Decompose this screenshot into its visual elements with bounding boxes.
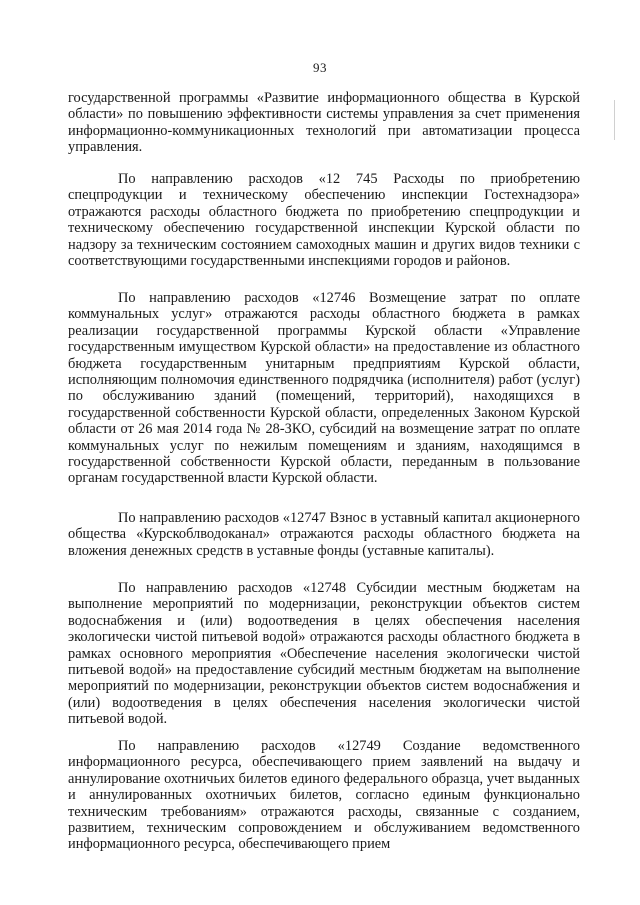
paragraph-text: По направлению расходов «12749 Создание ведомственного информационного ресурса, обеспечивающего прием заявлений на выдачу и аннулирование охотничьих билетов единого федерального образца, учет выданных и аннулированных охотничьих билетов, согласно единым функционально техническим требованиям» отражаются расходы, связанные с созданием, развитием, техническим сопровождением и обслуживанием ведомственного информационного ресурса, обеспечивающего прием [68,738,580,853]
paragraph-text: государственной программы «Развитие информационного общества в Курской области» по повышению эффективности системы управления за счет применения информационно-коммуникационных технологий при автоматизации процесса управления. [68,90,580,156]
paragraph-12749 [68,738,580,853]
scan-margin-mark [614,100,621,140]
paragraph-12745 [68,171,580,269]
paragraph-12748 [68,580,580,728]
paragraph-12746 [68,290,580,487]
paragraph-text: По направлению расходов «12747 Взнос в уставный капитал акционерного общества «Курскоблводоканал» отражаются расходы областного бюджета на вложения денежных средств в уставные фонды (уставные капиталы). [68,510,580,559]
paragraph-12747 [68,510,580,559]
paragraph-continuation [68,90,580,156]
paragraph-text: По направлению расходов «12 745 Расходы по приобретению спецпродукции и техническому обеспечению инспекции Гостехнадзора» отражаются расходы областного бюджета по приобретению спецпродукции и техническому обеспечению государственной инспекции Курской области по надзору за техническим состоянием самоходных машин и других видов техники с соответствующими государственными инспекциями городов и районов. [68,171,580,270]
paragraph-text: По направлению расходов «12746 Возмещение затрат по оплате коммунальных услуг» отражаются расходы областного бюджета в рамках реализации государственной программы Курской области «Управление государственным имуществом Курской области» на предоставление из областного бюджета государственным унитарным предприятиям Курской области, исполняющим полномочия единственного подрядчика (исполнителя) работ (услуг) по обслуживанию зданий (помещений, территорий), находящихся в государственной собственности Курской области, определенных Законом Курской области от 26 мая 2014 года № 28-ЗКО, субсидий на возмещение затрат по оплате коммунальных услуг по нежилым помещениям и зданиям, находящимся в государственной собственности Курской области, переданным в пользование органам государственной власти Курской области. [68,290,580,487]
paragraph-text: По направлению расходов «12748 Субсидии местным бюджетам на выполнение мероприятий по модернизации, реконструкции объектов систем водоснабжения и (или) водоотведения в целях обеспечения населения экологически чистой питьевой водой» отражаются расходы областного бюджета в рамках основного мероприятия «Обеспечение населения экологически чистой питьевой водой» на предоставление субсидий местным бюджетам на выполнение мероприятий по модернизации, реконструкции объектов систем водоснабжения и (или) водоотведения в целях обеспечения населения экологически чистой питьевой водой. [68,580,580,728]
page-number: 93 [313,60,327,75]
